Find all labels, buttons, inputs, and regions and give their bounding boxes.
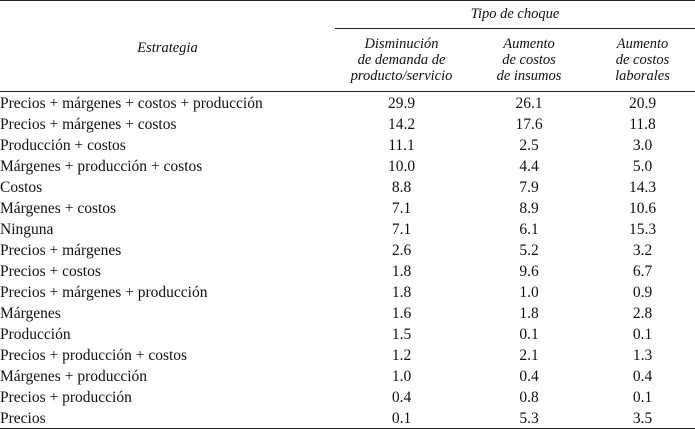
value-cell: 1.5: [391, 326, 412, 343]
value-cell: 3.5: [632, 410, 653, 427]
value-cell: 8.8: [391, 179, 412, 196]
strategy-cell: Producción: [0, 326, 71, 343]
value-cell: 6.1: [519, 221, 539, 238]
column-header-line: de demanda de: [357, 52, 446, 68]
table-row: [0, 198, 695, 219]
strategy-cell: Márgenes: [0, 305, 61, 322]
value-cell: 5.0: [632, 158, 653, 175]
group-header: Tipo de choque: [470, 6, 560, 22]
value-cell: 6.7: [632, 263, 653, 280]
value-cell: 7.1: [391, 221, 412, 238]
table-row: [0, 261, 695, 282]
value-cell: 1.0: [391, 368, 412, 385]
value-cell: 9.6: [519, 263, 539, 280]
column-header-line: de costos: [502, 52, 556, 68]
column-header-line: Aumento: [503, 36, 555, 52]
value-cell: 1.6: [391, 305, 412, 322]
value-cell: 15.3: [628, 221, 657, 238]
column-header-inputs: [468, 36, 590, 84]
value-cell: 2.8: [632, 305, 653, 322]
value-cell: 8.9: [519, 200, 539, 217]
value-cell: 3.0: [632, 137, 653, 154]
value-cell: 0.4: [391, 389, 412, 406]
value-cell: 7.1: [391, 200, 412, 217]
value-cell: 1.8: [519, 305, 539, 322]
column-header-demand: [335, 36, 468, 84]
column-header-labor: [590, 36, 695, 84]
value-cell: 4.4: [519, 158, 539, 175]
table-row: [0, 114, 695, 135]
strategy-column-header: Estrategia: [137, 40, 198, 56]
strategy-cell: Precios: [0, 410, 46, 427]
column-header-line: de costos: [615, 52, 670, 68]
value-cell: 14.2: [387, 116, 416, 133]
top-rule: [0, 0, 695, 1]
value-cell: 3.2: [632, 242, 653, 259]
value-cell: 0.9: [632, 284, 653, 301]
strategy-cell: Márgenes + producción: [0, 368, 148, 385]
value-cell: 10.0: [387, 158, 416, 175]
value-cell: 29.9: [387, 95, 416, 112]
value-cell: 0.8: [519, 389, 539, 406]
value-cell: 7.9: [519, 179, 539, 196]
value-cell: 1.2: [391, 347, 412, 364]
table-row: [0, 366, 695, 387]
table-row: [0, 282, 695, 303]
column-header-line: Aumento: [616, 36, 669, 52]
value-cell: 0.4: [519, 368, 539, 385]
strategy-cell: Márgenes + producción + costos: [0, 158, 203, 175]
value-cell: 0.4: [632, 368, 653, 385]
group-header-rule: [335, 28, 695, 29]
strategy-cell: Precios + márgenes + costos: [0, 116, 177, 133]
table-row: [0, 387, 695, 408]
value-cell: 10.6: [628, 200, 657, 217]
strategy-cell: Producción + costos: [0, 137, 126, 154]
value-cell: 17.6: [515, 116, 543, 133]
table-row: [0, 156, 695, 177]
value-cell: 1.8: [391, 284, 412, 301]
strategy-cell: Precios + márgenes: [0, 242, 122, 259]
value-cell: 14.3: [628, 179, 657, 196]
value-cell: 0.1: [632, 326, 653, 343]
value-cell: 5.3: [519, 410, 539, 427]
table-body: [0, 93, 695, 429]
value-cell: 0.1: [519, 326, 539, 343]
value-cell: 0.1: [632, 389, 653, 406]
value-cell: 5.2: [519, 242, 539, 259]
strategy-cell: Costos: [0, 179, 43, 196]
strategy-cell: Precios + márgenes + producción: [0, 284, 208, 301]
value-cell: 1.0: [519, 284, 539, 301]
table-row: [0, 240, 695, 261]
value-cell: 11.8: [629, 116, 656, 133]
value-cell: 2.6: [391, 242, 412, 259]
value-cell: 1.8: [391, 263, 412, 280]
table-row: [0, 303, 695, 324]
table-row: [0, 408, 695, 429]
value-cell: 2.1: [519, 347, 539, 364]
table-row: [0, 177, 695, 198]
column-header-line: producto/servicio: [350, 68, 453, 84]
header-bottom-rule: [0, 91, 695, 92]
value-cell: 1.3: [632, 347, 653, 364]
strategy-cell: Ninguna: [0, 221, 54, 238]
strategy-cell: Precios + producción + costos: [0, 347, 188, 364]
table-row: [0, 93, 695, 114]
value-cell: 2.5: [519, 137, 539, 154]
table-row: [0, 219, 695, 240]
table-row: [0, 135, 695, 156]
table-row: [0, 345, 695, 366]
column-header-line: laborales: [615, 68, 670, 84]
value-cell: 0.1: [391, 410, 412, 427]
column-header-line: Disminución: [364, 36, 439, 52]
value-cell: 26.1: [515, 95, 543, 112]
strategy-cell: Márgenes + costos: [0, 200, 117, 217]
column-header-line: de insumos: [496, 68, 562, 84]
strategy-cell: Precios + costos: [0, 263, 101, 280]
value-cell: 20.9: [628, 95, 657, 112]
value-cell: 11.1: [388, 137, 415, 154]
strategy-cell: Precios + márgenes + costos + producción: [0, 95, 263, 112]
strategy-cell: Precios + producción: [0, 389, 132, 406]
table-row: [0, 324, 695, 345]
